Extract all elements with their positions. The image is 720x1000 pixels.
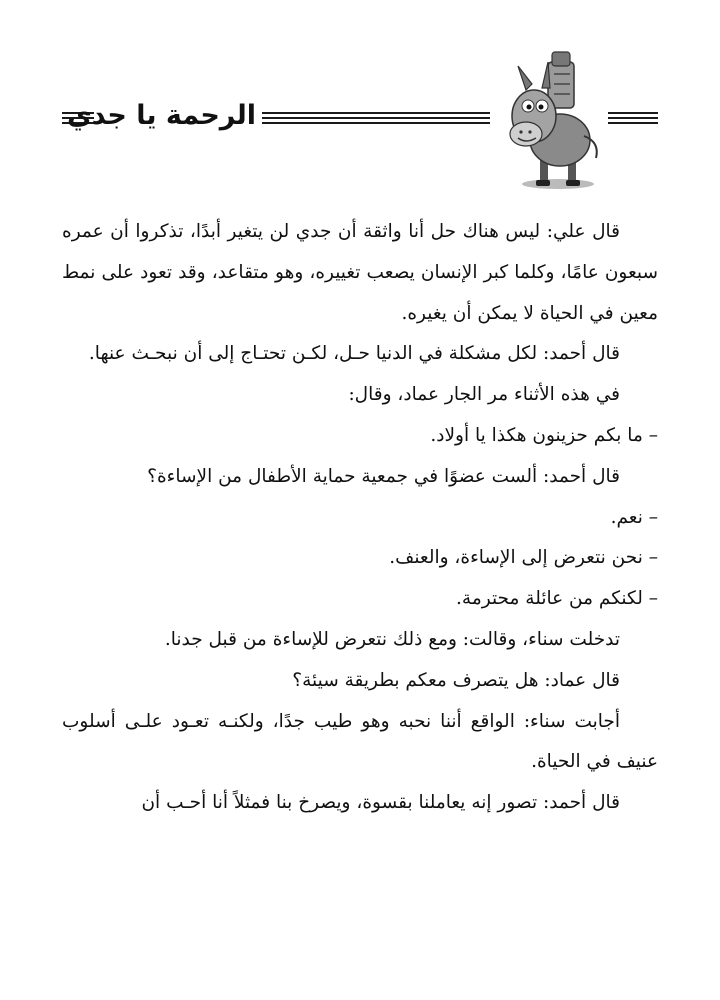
paragraph: في هذه الأثناء مر الجار عماد، وقال: xyxy=(348,384,620,406)
paragraph: قال أحمد: ألست عضوًا في جمعية حماية الأطفال من الإساءة؟ xyxy=(147,465,620,487)
paragraph: قال عماد: هل يتصرف معكم بطريقة سيئة؟ xyxy=(292,669,620,691)
paragraph: قال أحمد: لكل مشكلة في الدنيا حـل، لكـن تحتـاج إلى أن نبحـث عنها. xyxy=(88,343,620,365)
decorative-rule-middle xyxy=(262,112,490,124)
chapter-header xyxy=(0,0,720,200)
paragraph: أجابت سناء: الواقع أننا نحبه وهو طيب جدًا، ولكنـه تعـود علـى أسلوب عنيف في الحياة. xyxy=(62,710,658,773)
paragraph: قال علي: ليس هناك حل أنا واثقة أن جدي لن يتغير أبدًا، تذكروا أن عمره سبعون عامًا، وكلما كبر الإنسان يصعب تغييره، وهو متقاعد، وقد تعود على نمط معين في الحياة لا يمكن أن يغيره. xyxy=(62,221,658,324)
story-body xyxy=(62,212,658,824)
chapter-title: الرحمة يا جدي xyxy=(67,100,256,131)
decorative-rule-right xyxy=(608,112,658,124)
dialogue-line: – نحن نتعرض إلى الإساءة، والعنف. xyxy=(389,547,658,569)
donkey-mascot-icon xyxy=(496,46,608,192)
dialogue-line: – لكنكم من عائلة محترمة. xyxy=(456,588,658,610)
dialogue-line: – ما بكم حزينون هكذا يا أولاد. xyxy=(430,424,658,446)
paragraph: قال أحمد: تصور إنه يعاملنا بقسوة، ويصرخ بنا فمثلاً أنا أحـب أن xyxy=(141,792,620,814)
paragraph: تدخلت سناء، وقالت: ومع ذلك نتعرض للإساءة من قبل جدنا. xyxy=(164,628,620,650)
dialogue-line: – نعم. xyxy=(610,506,658,528)
